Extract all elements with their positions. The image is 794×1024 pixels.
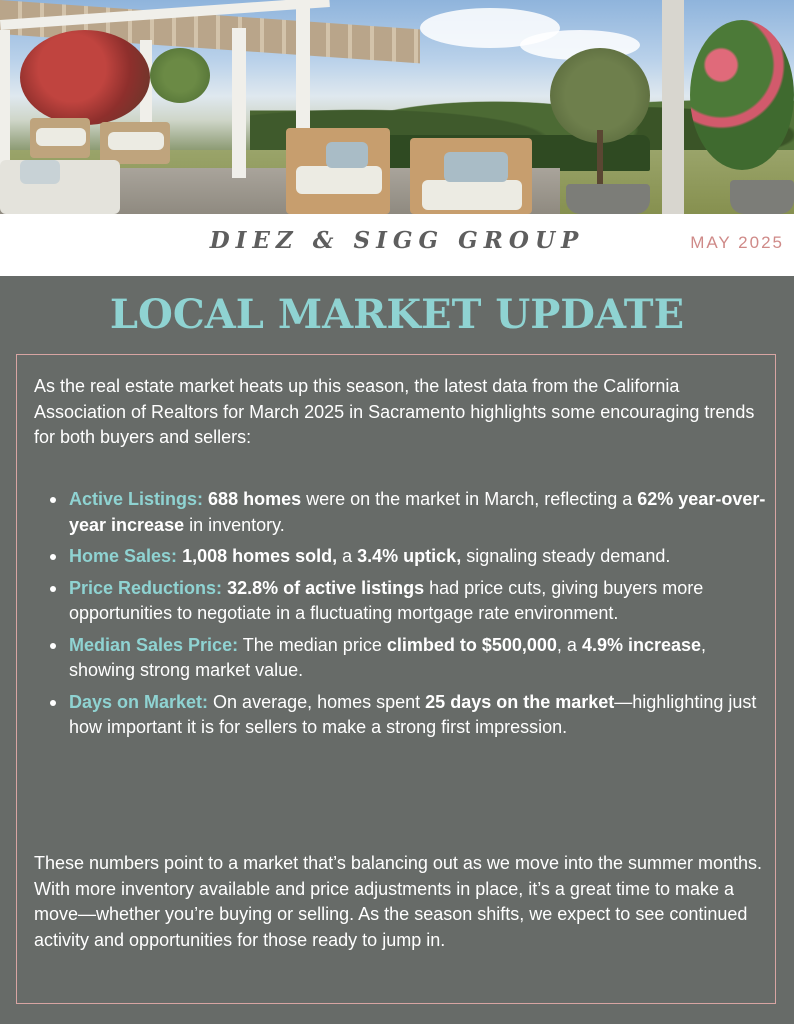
header-band <box>0 214 794 276</box>
closing-paragraph: These numbers point to a market that’s balancing out as we move into the summer months. With more inventory available and price adjustments in place, it’s a great time to make a move—whether you’re buying or selling. As the season shifts, we expect to see continued activity and opportunities for those ready to jump in. <box>34 853 763 950</box>
hero-patio-photo <box>0 0 794 214</box>
point-label: Home Sales: <box>69 546 178 566</box>
intro-paragraph: As the real estate market heats up this season, the latest data from the California Association of Realtors for March 2025 in Sacramento highlights some encouraging trends for both buyers and sellers: <box>34 376 755 447</box>
point-label: Median Sales Price: <box>69 634 239 655</box>
content-box <box>16 354 776 1004</box>
list-item: Median Sales Price: The median price climbed to $500,000, a 4.9% increase, showing strong market value. <box>69 633 769 684</box>
issue-date: MAY 2025 <box>690 233 784 252</box>
list-item: Home Sales: 1,008 homes sold, a 3.4% uptick, signaling steady demand. <box>69 544 769 570</box>
market-points-list <box>69 487 769 747</box>
list-item: Price Reductions: 32.8% of active listings had price cuts, giving buyers more opportunities to negotiate in a fluctuating mortgage rate environment. <box>69 576 769 627</box>
list-item: Days on Market: On average, homes spent 25 days on the market—highlighting just how important it is for sellers to make a strong first impression. <box>69 690 769 741</box>
page-title: LOCAL MARKET UPDATE <box>109 291 685 338</box>
point-label: Price Reductions: <box>69 577 223 598</box>
list-item: Active Listings: 688 homes were on the market in March, reflecting a 62% year-over-year increase in inventory. <box>69 487 769 538</box>
brand-name: DIEZ & SIGG GROUP <box>209 227 585 254</box>
point-label: Days on Market: <box>69 691 209 712</box>
point-label: Active Listings: <box>69 489 204 509</box>
